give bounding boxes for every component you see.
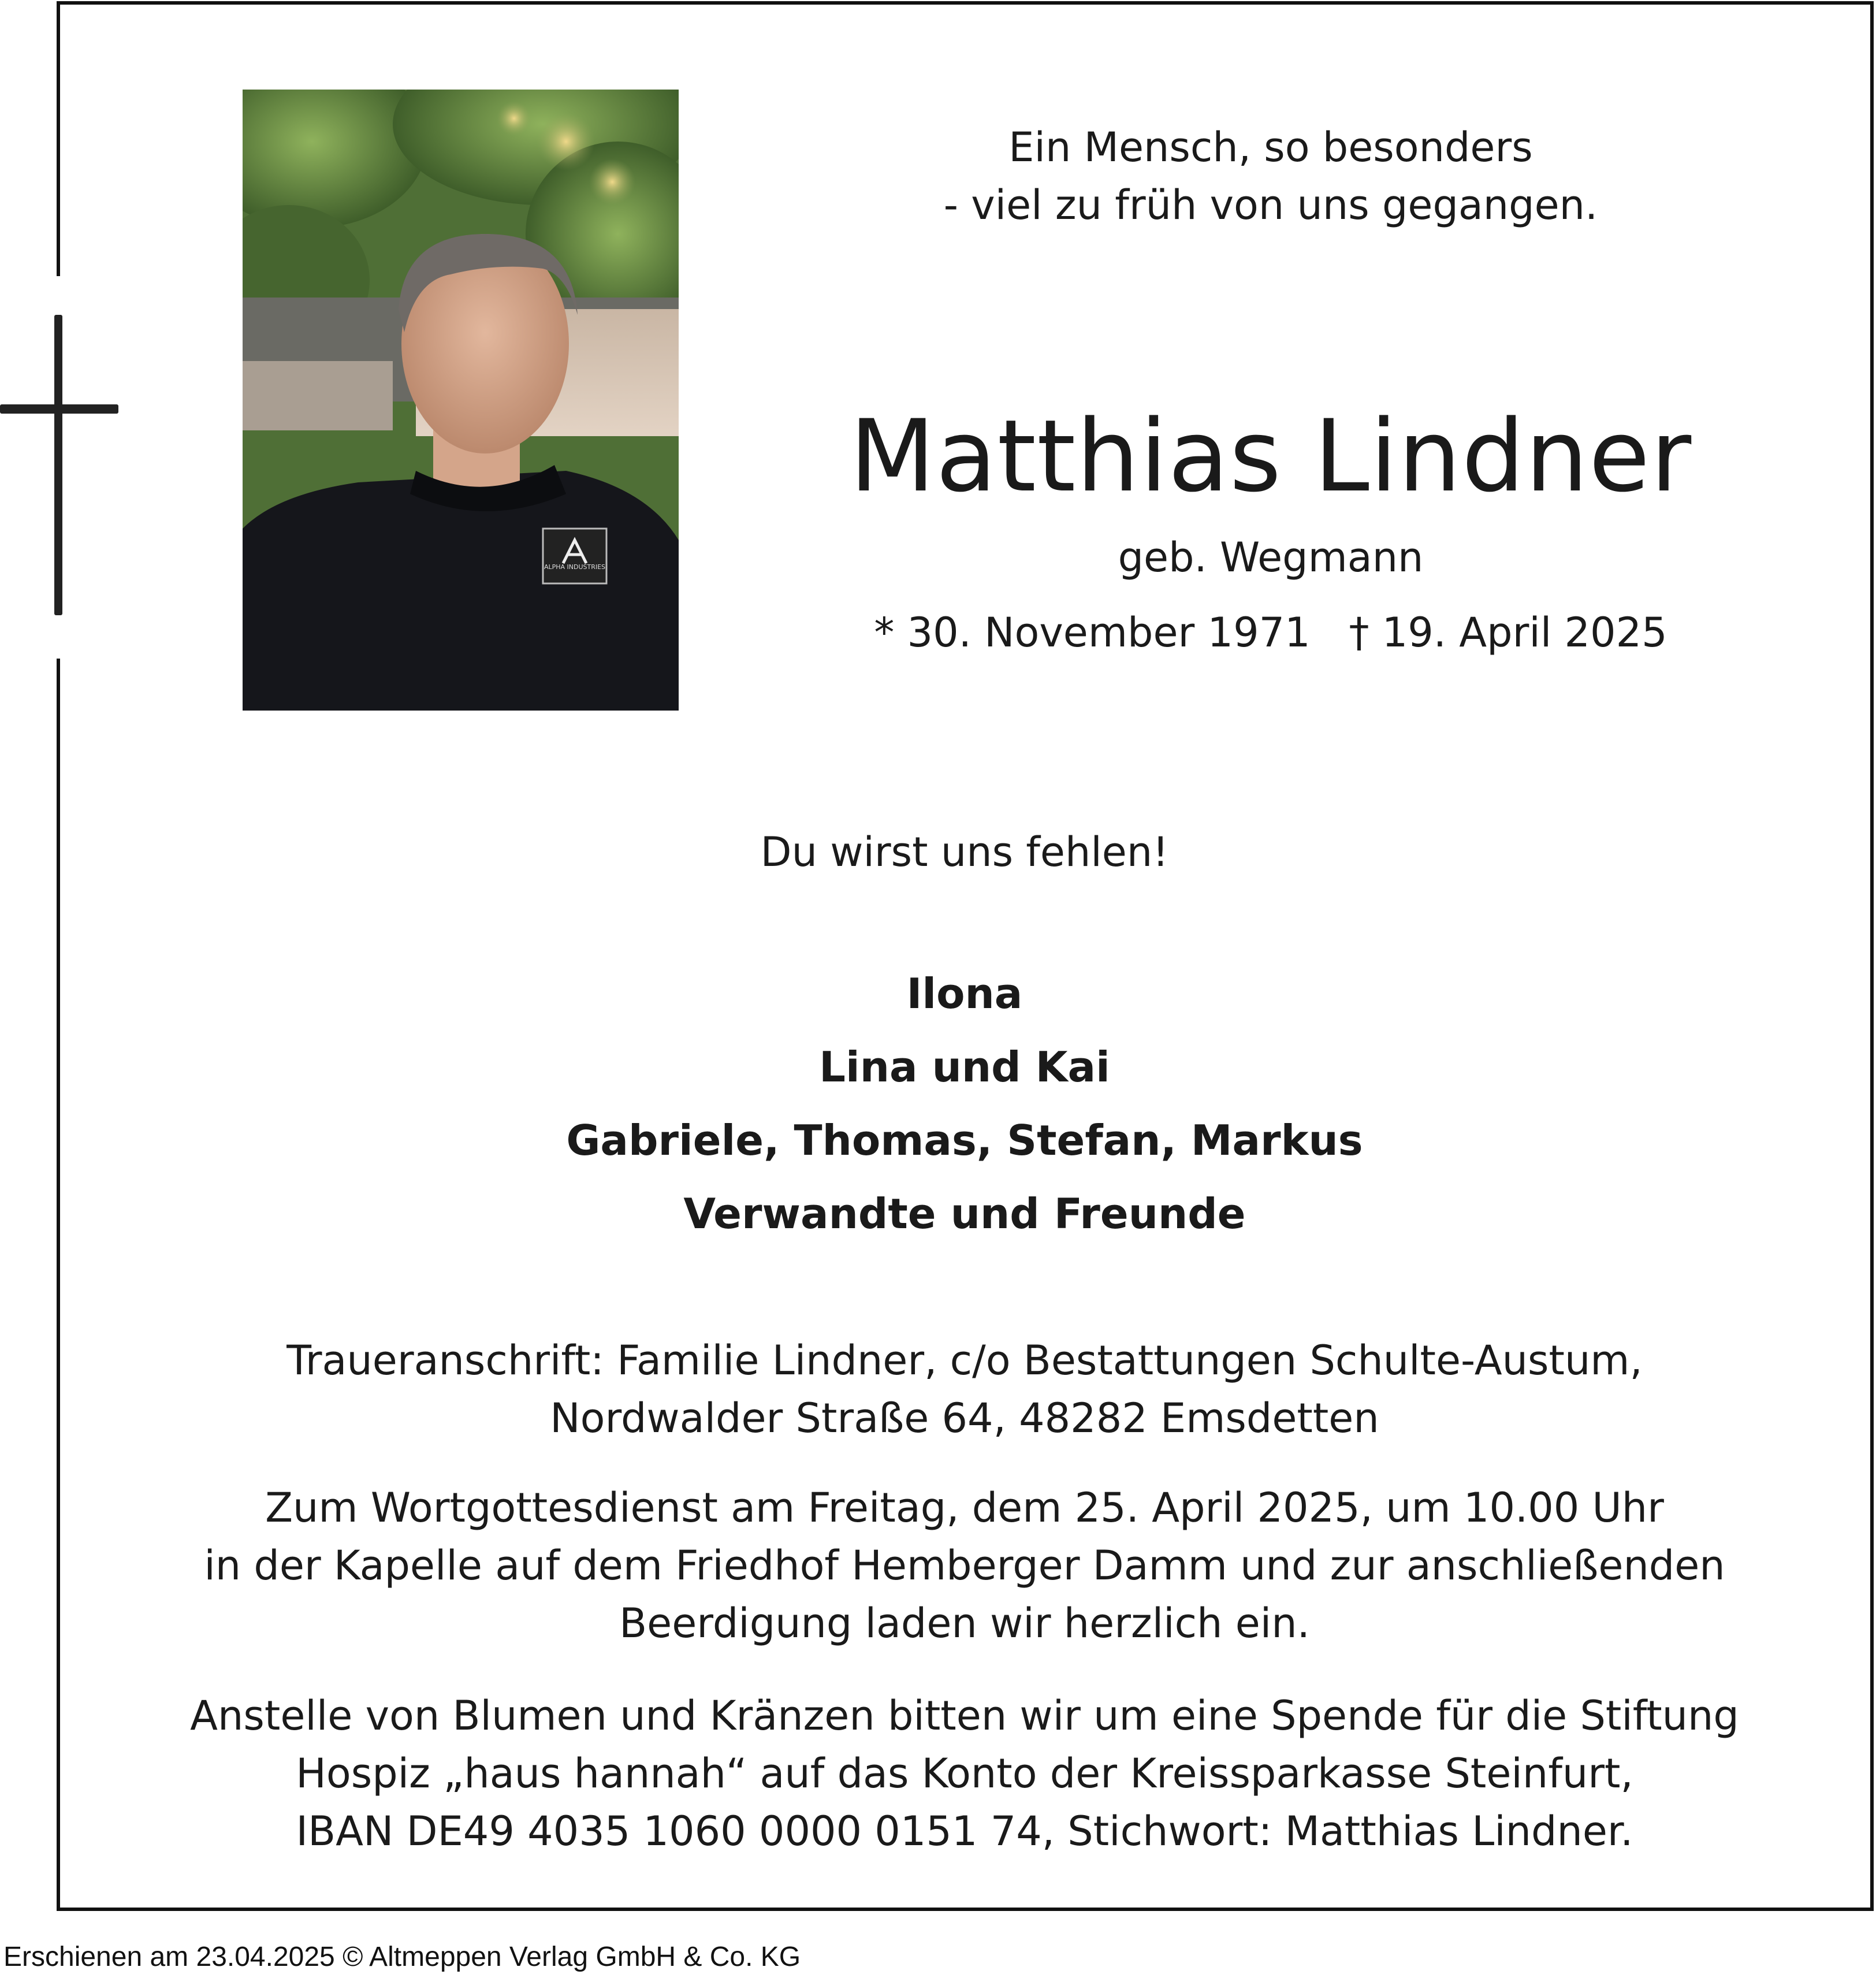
donation-line-2: Hospiz „haus hannah“ auf das Konto der Kreissparkasse Steinfurt, <box>296 1750 1633 1797</box>
mourner-line: Lina und Kai <box>819 1043 1110 1091</box>
publication-footer: Erschienen am 23.04.2025 © Altmeppen Verlag GmbH & Co. KG <box>3 1942 801 1972</box>
service-line-2: in der Kapelle auf dem Friedhof Hemberger Damm und zur anschließenden <box>204 1542 1725 1589</box>
deceased-name: Matthias Lindner <box>849 398 1692 514</box>
life-dates: * 30. November 1971 † 19. April 2025 <box>874 609 1667 656</box>
frame-border-bottom <box>57 1908 1874 1911</box>
motto-line-1: Ein Mensch, so besonders <box>1008 124 1533 171</box>
service-line-3: Beerdigung laden wir herzlich ein. <box>619 1600 1310 1647</box>
donation-line-1: Anstelle von Blumen und Kränzen bitten wir um eine Spende für die Stiftung <box>190 1692 1739 1739</box>
motto-line-2: - viel zu früh von uns gegangen. <box>943 181 1598 229</box>
birth-name: geb. Wegmann <box>1118 534 1424 581</box>
farewell-text: Du wirst uns fehlen! <box>760 828 1169 876</box>
frame-border-left-lower <box>57 659 60 1911</box>
service-line-1: Zum Wortgottesdienst am Freitag, dem 25. April 2025, um 10.00 Uhr <box>265 1484 1664 1531</box>
mourner-line: Gabriele, Thomas, Stefan, Markus <box>566 1116 1363 1165</box>
frame-border-right <box>1870 1 1874 1911</box>
shirt-logo-text: ALPHA INDUSTRIES <box>544 563 606 571</box>
mourner-line: Verwandte und Freunde <box>683 1189 1246 1238</box>
portrait-photo <box>243 90 679 711</box>
mourner-line: Ilona <box>906 969 1023 1018</box>
address-line-2: Nordwalder Straße 64, 48282 Emsdetten <box>550 1395 1379 1442</box>
frame-border-left-upper <box>57 1 60 276</box>
frame-border-top <box>57 1 1874 5</box>
address-line-1: Traueranschrift: Familie Lindner, c/o Bestattungen Schulte-Austum, <box>286 1337 1643 1384</box>
donation-line-3: IBAN DE49 4035 1060 0000 0151 74, Stichwort: Matthias Lindner. <box>296 1808 1633 1855</box>
